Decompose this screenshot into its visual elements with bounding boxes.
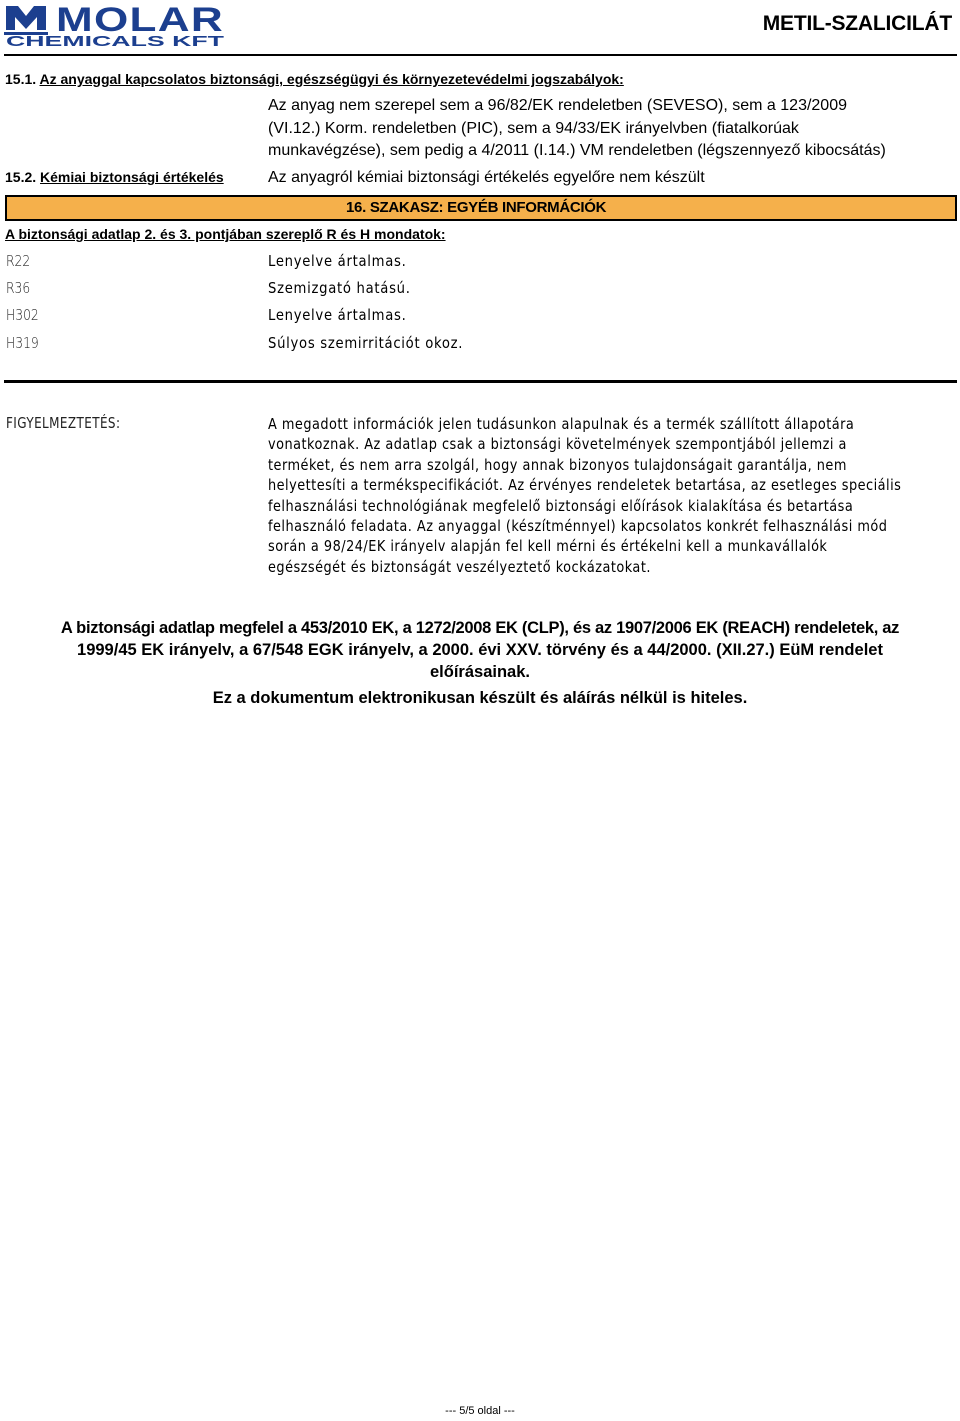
compliance-statement (4, 617, 956, 683)
text-line: helyettesíti a termékspecifikációt. Az érvényes rendeletek betartása, az esetleges speciális (268, 476, 902, 495)
logo-word-molar: MOLAR (56, 2, 224, 39)
text-line: előírásainak. (430, 663, 530, 681)
section-15-2-text: Az anyagról kémiai biztonsági értékelés egyelőre nem készült (268, 169, 705, 186)
phrases-heading-text: A biztonsági adatlap 2. és 3. pontjában szereplő R és H mondatok: (5, 226, 446, 242)
warning-text (268, 414, 939, 577)
text-line: felhasználó feladata. Az anyaggal (készítménnyel) kapcsolatos konkrét felhasználási mód (268, 517, 888, 536)
logo-word-chemicals: CHEMICALS KFT (6, 33, 224, 48)
text-line: vonatkoznak. Az adatlap csak a biztonsági követelmények szempontjából jellemzi a (268, 435, 847, 454)
warning-label: FIGYELMEZTETÉS: (6, 414, 121, 432)
section-divider (4, 380, 957, 383)
header-divider (4, 54, 957, 56)
section-15-1-text (268, 95, 886, 163)
text-line: során a 98/24/EK irányelv alapján fel kell mérni és értékelni kell a munkavállalók (268, 537, 828, 556)
section-15-2-heading (5, 169, 224, 185)
text-line: A biztonsági adatlap megfelel a 453/2010 EK, a 1272/2008 EK (CLP), és az 1907/2006 EK (REACH) rendeletek, az (60, 619, 900, 637)
section-16-title: 16. SZAKASZ: EGYÉB INFORMÁCIÓK (346, 199, 607, 216)
section-16-banner (5, 195, 957, 221)
phrase-text: Súlyos szemirritációt okoz. (268, 334, 464, 352)
text-line: 1999/45 EK irányelv, a 67/548 EGK irányelv, a 2000. évi XXV. törvény és a 44/2000. (XII.27.) EüM rendelet (77, 641, 883, 659)
phrase-code: H319 (6, 334, 39, 352)
text-line: (VI.12.) Korm. rendeletben (PIC), sem a 94/33/EK irányelvben (fiatalkorúak (268, 119, 799, 137)
phrase-text: Szemizgató hatású. (268, 279, 411, 297)
phrase-code: R36 (6, 279, 31, 297)
company-logo (4, 2, 226, 48)
authenticity-note: Ez a dokumentum elektronikusan készült és aláírás nélkül is hiteles. (212, 689, 748, 707)
phrase-text: Lenyelve ártalmas. (268, 306, 407, 324)
section-15-1-heading (5, 71, 624, 87)
phrase-code: R22 (6, 252, 31, 270)
phrase-code: H302 (6, 306, 39, 324)
section-15-1-number: 15.1. (5, 71, 37, 87)
text-line: egészségét és biztonságát veszélyeztető kockázatokat. (268, 557, 651, 576)
section-15-2-title: Kémiai biztonsági értékelés (40, 169, 224, 185)
text-line: terméket, és nem arra szolgál, hogy annak bizonyos tulajdonságait garantálja, nem (268, 455, 847, 474)
section-15-1-title: Az anyaggal kapcsolatos biztonsági, egészségügyi és környezetevédelmi jogszabályok: (39, 71, 624, 87)
section-15-2-number: 15.2. (5, 169, 37, 185)
page-footer: --- 5/5 oldal --- (445, 1405, 515, 1417)
phrase-text: Lenyelve ártalmas. (268, 252, 407, 270)
text-line: A megadott információk jelen tudásunkon alapulnak és a termék szállított állapotára (268, 415, 855, 433)
text-line: felhasználási technológiának megfelelő biztonsági előírások kialakítása és betartása (268, 496, 854, 515)
text-line: munkavégzése), sem pedig a 4/2011 (I.14.) VM rendeletben (légszennyező kibocsátás) (268, 142, 886, 159)
document-title: METIL-SZALICILÁT (762, 12, 952, 35)
phrases-heading (5, 226, 446, 242)
text-line: Az anyag nem szerepel sem a 96/82/EK rendeletben (SEVESO), sem a 123/2009 (268, 97, 847, 114)
